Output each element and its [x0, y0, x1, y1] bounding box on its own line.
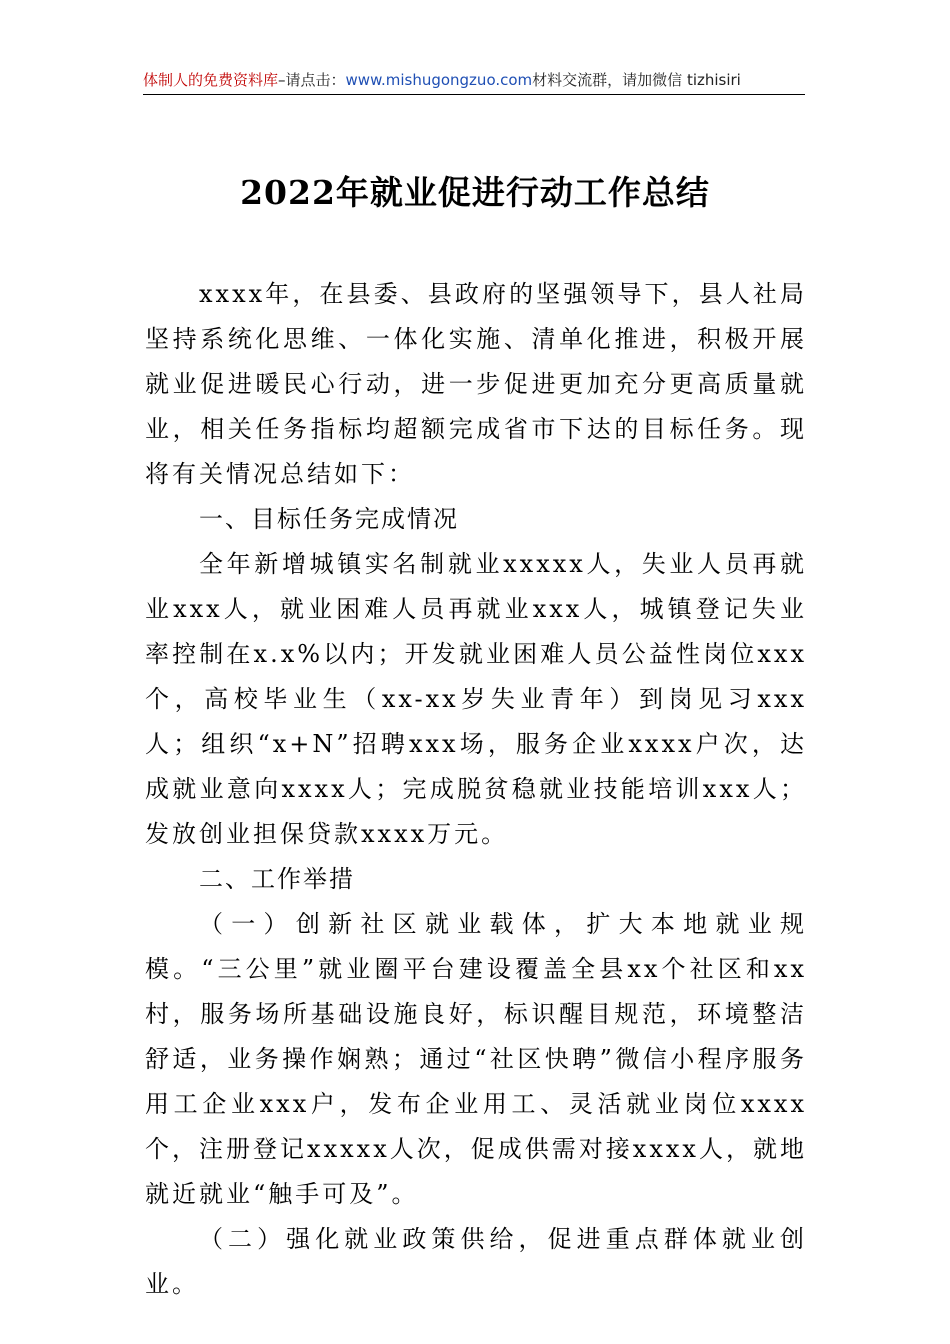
intro-paragraph: xxxx年，在县委、县政府的坚强领导下，县人社局坚持系统化思维、一体化实施、清单化推进，积极开展就业促进暖民心行动，进一步促进更加充分更高质量就业，相关任务指标均超额完成省市下达的目标任务。现将有关情况总结如下： [145, 280, 807, 488]
header-url-link[interactable]: www.mishugongzuo.com [345, 71, 533, 89]
page-header [143, 66, 805, 95]
section2-heading: 二、工作举措 [199, 865, 355, 893]
section2-item2-paragraph: （二）强化就业政策供给，促进重点群体就业创业。 [145, 1225, 807, 1298]
header-wechat-note: 材料交流群，请加微信 tizhisiri [532, 71, 741, 89]
section2-item1-paragraph: （一）创新社区就业载体，扩大本地就业规模。“三公里”就业圈平台建设覆盖全县xx个社区和xx村，服务场所基础设施良好，标识醒目规范，环境整洁舒适，业务操作娴熟；通过“社区快聘”微信小程序服务用工企业xxx户，发布企业用工、灵活就业岗位xxxx个，注册登记xxxxx人次，促成供需对接xxxx人，就地就近就业“触手可及”。 [145, 910, 807, 1208]
header-click-label: –请点击： [278, 71, 346, 89]
section1-heading: 一、目标任务完成情况 [199, 505, 459, 533]
section1-paragraph: 全年新增城镇实名制就业xxxxx人，失业人员再就业xxx人，就业困难人员再就业xxx人，城镇登记失业率控制在x.x%以内；开发就业困难人员公益性岗位xxx个，高校毕业生（xx-xx岁失业青年）到岗见习xxx人；组织“x+N”招聘xxx场，服务企业xxxx户次，达成就业意向xxxx人；完成脱贫稳就业技能培训xxx人；发放创业担保贷款xxxx万元。 [145, 550, 807, 848]
header-site-name: 体制人的免费资料库 [143, 71, 279, 89]
document-title: 2022年就业促进行动工作总结 [240, 173, 710, 212]
document-body [145, 272, 807, 1307]
